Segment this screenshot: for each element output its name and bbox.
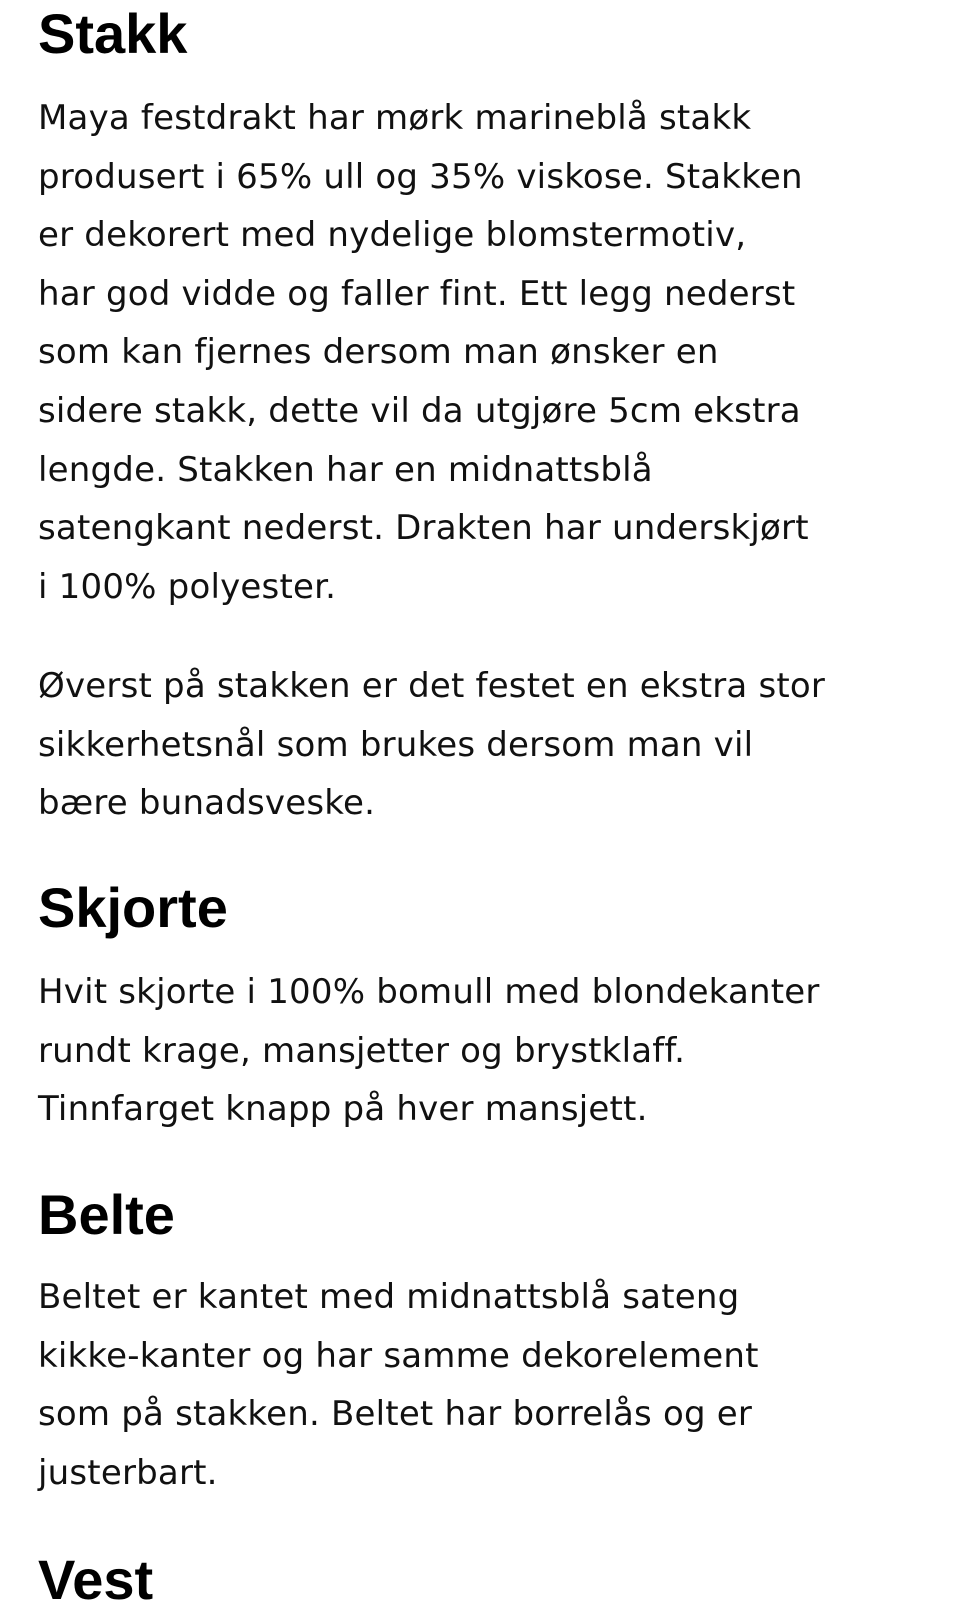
text-line: som på stakken. Beltet har borrelås og er: [38, 1394, 753, 1435]
belte-paragraph: [38, 1268, 928, 1502]
text-line: Hvit skjorte i 100% bomull med blondekanter: [38, 972, 820, 1012]
text-line: Beltet er kantet med midnattsblå sateng: [38, 1277, 740, 1317]
text-line: har god vidde og faller fint. Ett legg nederst: [38, 273, 796, 314]
text-line: er dekorert med nydelige blomstermotiv,: [38, 215, 747, 256]
text-line: Øverst på stakken er det festet en ekstra stor: [38, 666, 826, 706]
text-line: kikke-kanter og har samme dekorelement: [38, 1335, 759, 1376]
section-heading-stakk: Stakk: [38, 2, 188, 65]
text-line: sikkerhetsnål som brukes dersom man vil: [38, 724, 754, 765]
text-line: justerbart.: [38, 1452, 218, 1493]
text-line: sidere stakk, dette vil da utgjøre 5cm ekstra: [38, 390, 801, 431]
skjorte-paragraph: [38, 963, 928, 1139]
stakk-paragraph-1: [38, 89, 928, 616]
section-heading-skjorte: Skjorte: [38, 876, 228, 939]
text-line: lengde. Stakken har en midnattsblå: [38, 449, 653, 490]
text-line: i 100% polyester.: [38, 566, 337, 607]
section-heading-vest: Vest: [38, 1548, 154, 1611]
text-line: satengkant nederst. Drakten har underskjørt: [38, 508, 809, 549]
text-line: som kan fjernes dersom man ønsker en: [38, 332, 719, 373]
text-line: rundt krage, mansjetter og brystklaff.: [38, 1030, 686, 1071]
section-heading-belte: Belte: [38, 1183, 175, 1246]
text-line: Maya festdrakt har mørk marineblå stakk: [38, 98, 752, 138]
text-line: Tinnfarget knapp på hver mansjett.: [38, 1089, 648, 1130]
stakk-paragraph-2: [38, 657, 928, 833]
text-line: produsert i 65% ull og 35% viskose. Stakken: [38, 156, 803, 197]
text-line: bære bunadsveske.: [38, 783, 376, 824]
